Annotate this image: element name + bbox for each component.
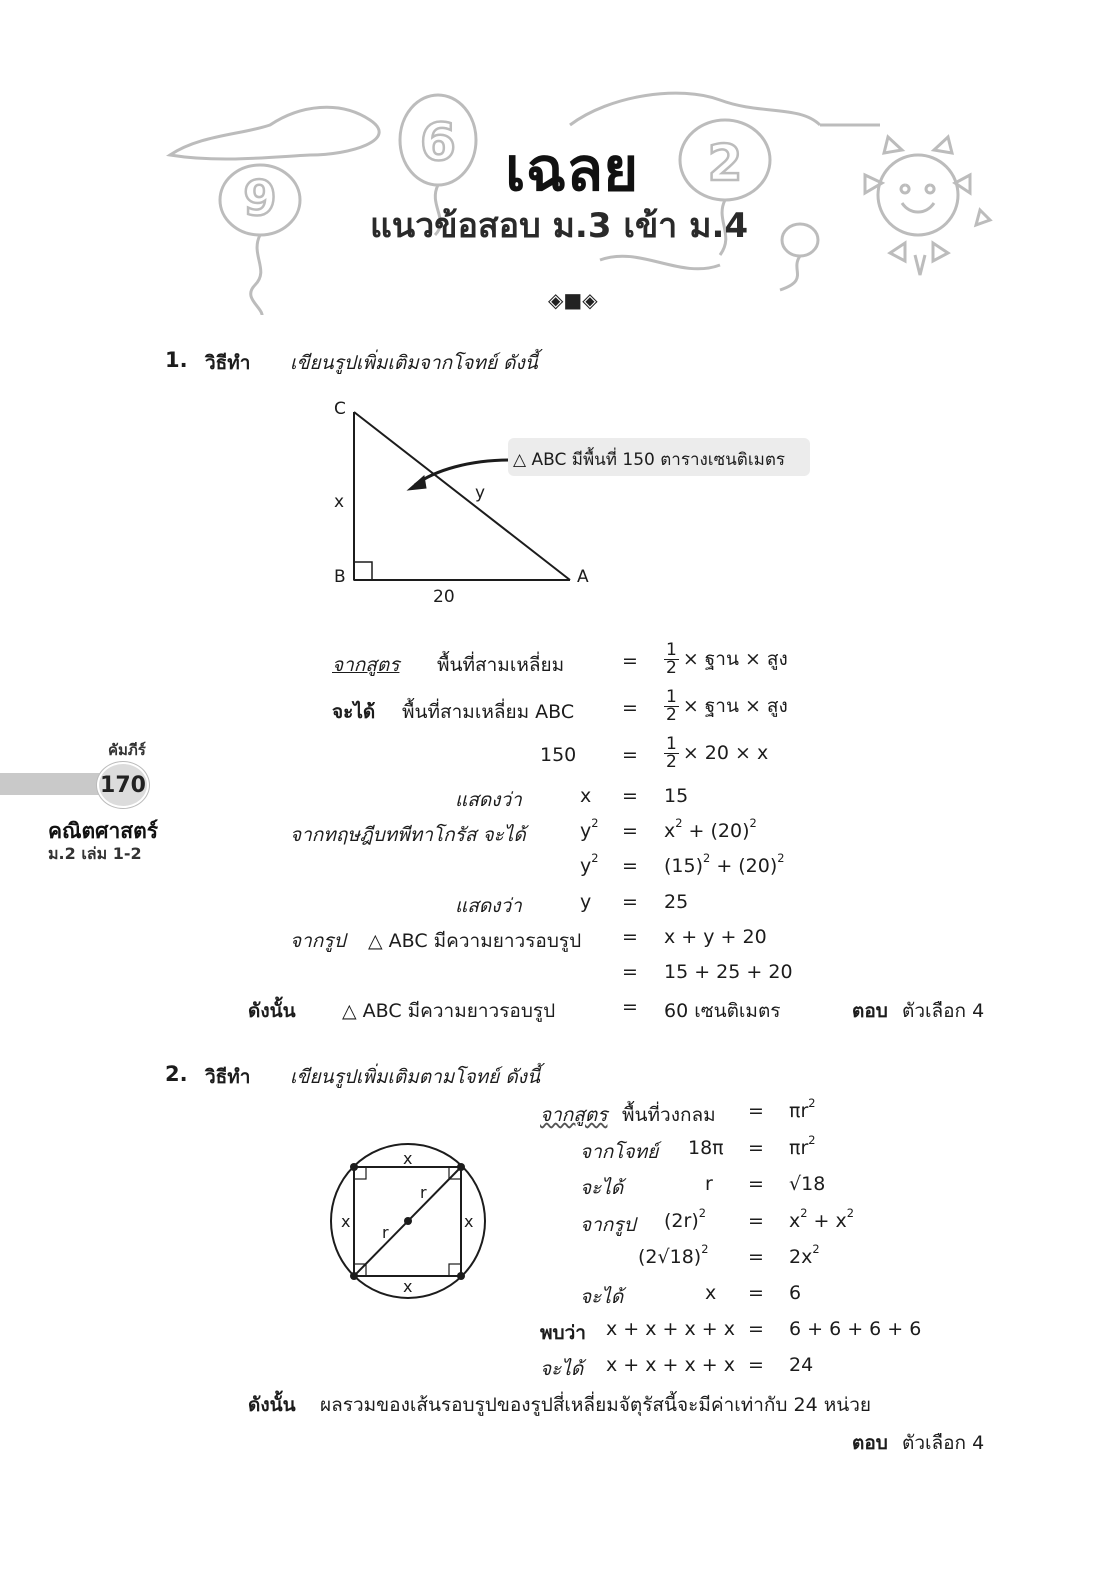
q1-number: 1. (165, 348, 188, 372)
q2-l5-equals: = (748, 1246, 764, 1268)
q2-l2-left: 18π (688, 1137, 724, 1159)
q2-circle-figure (325, 1140, 495, 1310)
q2-l6-left: x (705, 1282, 717, 1304)
q1-l10-equals: = (622, 996, 638, 1018)
q1-l7-left: y (580, 891, 592, 913)
q2-intro: เขียนรูปเพิ่มเติมตามโจทย์ ดังนี้ (290, 1066, 540, 1088)
square-top-x-label: x (403, 1149, 413, 1168)
q1-triangle-figure (320, 390, 840, 615)
q2-l2-equals: = (748, 1137, 764, 1159)
q1-l5-prefix: จากทฤษฎีบทพีทาโกรัส จะได้ (290, 824, 526, 846)
side-tab-subject: คณิตศาสตร์ (48, 819, 159, 843)
q1-l8-prefix: จากรูป (290, 930, 346, 952)
q1-l6-right: $(15)^2 + (20)^2$ (664, 851, 785, 877)
balloon-digit-9: 9 (243, 171, 277, 227)
q2-l8-prefix: จะได้ (540, 1358, 584, 1380)
base-20-label: 20 (433, 587, 455, 607)
balloon-digit-2: 2 (707, 134, 743, 192)
q1-l10-left: △ ABC มีความยาวรอบรูป (342, 1000, 556, 1022)
q1-l1-right: $\frac{1}{2}$ × ฐาน × สูง (666, 640, 788, 678)
side-tab-label: คัมภีร์ (108, 741, 146, 759)
q2-l4-right: $x^2 + x^2$ (789, 1206, 855, 1232)
q2-number: 2. (165, 1062, 188, 1086)
q1-answer-label: ตอบ (852, 1000, 888, 1022)
q2-l7-equals: = (748, 1318, 764, 1340)
q2-l7-left: x + x + x + x (606, 1318, 735, 1340)
q1-l7-equals: = (622, 891, 638, 913)
q1-method-label: วิธีทำ (205, 352, 251, 374)
square-bottom-x-label: x (403, 1277, 413, 1296)
q2-l3-left: r (705, 1173, 713, 1195)
q2-l4-equals: = (748, 1210, 764, 1232)
radius-lower-r-label: r (382, 1223, 389, 1242)
q1-callout-text: △ ABC มีพื้นที่ 150 ตารางเซนติเมตร (513, 450, 785, 470)
q1-l10-right: 60 เซนติเมตร (664, 1000, 781, 1022)
q2-conclusion: ผลรวมของเส้นรอบรูปของรูปสี่เหลี่ยมจัตุรัสนี้จะมีค่าเท่ากับ 24 หน่วย (320, 1394, 872, 1416)
q2-l6-prefix: จะได้ (580, 1286, 624, 1308)
side-y-label: y (475, 483, 486, 503)
q2-l5-left: $(2√18)^2$ (638, 1242, 709, 1268)
page-title: เฉลย (505, 135, 639, 205)
q1-l3-left: 150 (540, 744, 577, 766)
q2-l3-right: √18 (789, 1173, 826, 1195)
side-x-label: x (334, 492, 345, 512)
q1-l1-left: พื้นที่สามเหลี่ยม (437, 654, 565, 676)
page-number: 170 (97, 762, 149, 808)
q2-answer-value: ตัวเลือก 4 (902, 1432, 985, 1454)
q2-l1-left: พื้นที่วงกลม (622, 1104, 716, 1126)
balloon-digit-6: 6 (419, 113, 457, 173)
q1-intro: เขียนรูปเพิ่มเติมจากโจทย์ ดังนี้ (290, 352, 538, 374)
q2-l3-prefix: จะได้ (580, 1177, 624, 1199)
q2-l1-equals: = (748, 1100, 764, 1122)
q1-l3-equals: = (622, 744, 638, 766)
q1-l4-prefix: แสดงว่า (455, 789, 522, 811)
q1-l10-prefix: ดังนั้น (248, 1000, 296, 1022)
q2-l7-prefix: พบว่า (540, 1322, 586, 1344)
q1-l1-equals: = (622, 650, 638, 672)
q2-l8-left: x + x + x + x (606, 1354, 735, 1376)
q1-l4-left: x (580, 785, 592, 807)
square-right-x-label: x (464, 1212, 474, 1231)
q2-l7-right: 6 + 6 + 6 + 6 (789, 1318, 922, 1340)
vertex-a-label: A (577, 567, 589, 587)
q1-l2-prefix: จะได้ (332, 701, 376, 723)
ornament-divider: ◈■◈ (548, 288, 598, 312)
q1-l2-equals: = (622, 697, 638, 719)
vertex-b-label: B (334, 567, 346, 587)
q1-l6-left: $y^2$ (580, 851, 599, 877)
q2-l6-right: 6 (789, 1282, 802, 1304)
q2-conclusion-label: ดังนั้น (248, 1394, 296, 1416)
radius-upper-r-label: r (420, 1183, 427, 1202)
q2-l1-right: $\pi r^2$ (789, 1096, 816, 1122)
q2-l8-equals: = (748, 1354, 764, 1376)
q1-l7-right: 25 (664, 891, 689, 913)
q1-l8-left: △ ABC มีความยาวรอบรูป (368, 930, 582, 952)
q1-l9-right: 15 + 25 + 20 (664, 961, 793, 983)
q2-method-label: วิธีทำ (205, 1066, 251, 1088)
q1-l7-prefix: แสดงว่า (455, 895, 522, 917)
q1-l4-right: 15 (664, 785, 689, 807)
q2-l6-equals: = (748, 1282, 764, 1304)
square-left-x-label: x (341, 1212, 351, 1231)
page-subtitle: แนวข้อสอบ ม.3 เข้า ม.4 (370, 206, 749, 246)
q2-l2-prefix: จากโจทย์ (580, 1141, 659, 1163)
q1-l5-left: $y^2$ (580, 816, 599, 842)
vertex-c-label: C (334, 399, 346, 419)
side-tab-level: ม.2 เล่ม 1-2 (48, 844, 142, 863)
q1-l5-right: $x^2 + (20)^2$ (664, 816, 757, 842)
q1-l8-equals: = (622, 926, 638, 948)
fraction-half: $\frac{1}{2}$ (666, 687, 677, 725)
q1-l9-equals: = (622, 961, 638, 983)
q2-l1-prefix: จากสูตร (540, 1104, 608, 1126)
q2-l8-right: 24 (789, 1354, 814, 1376)
q2-l4-left: $(2r)^2$ (664, 1206, 706, 1232)
q2-l3-equals: = (748, 1173, 764, 1195)
q1-l2-left: พื้นที่สามเหลี่ยม ABC (402, 701, 575, 723)
q2-l2-right: $\pi r^2$ (789, 1133, 816, 1159)
fraction-half: $\frac{1}{2}$ (666, 734, 677, 772)
q2-answer-label: ตอบ (852, 1432, 888, 1454)
q2-l5-right: $2x^2$ (789, 1242, 820, 1268)
q1-l6-equals: = (622, 855, 638, 877)
q1-l1-prefix: จากสูตร (332, 654, 400, 676)
fraction-half: $\frac{1}{2}$ (666, 640, 677, 678)
q1-l5-equals: = (622, 820, 638, 842)
q1-answer-value: ตัวเลือก 4 (902, 1000, 985, 1022)
q1-l8-right: x + y + 20 (664, 926, 767, 948)
q1-l4-equals: = (622, 785, 638, 807)
q1-l2-right: $\frac{1}{2}$ × ฐาน × สูง (666, 687, 788, 725)
q1-l3-right: $\frac{1}{2}$ × 20 × x (666, 734, 769, 772)
q2-l4-prefix: จากรูป (580, 1214, 636, 1236)
